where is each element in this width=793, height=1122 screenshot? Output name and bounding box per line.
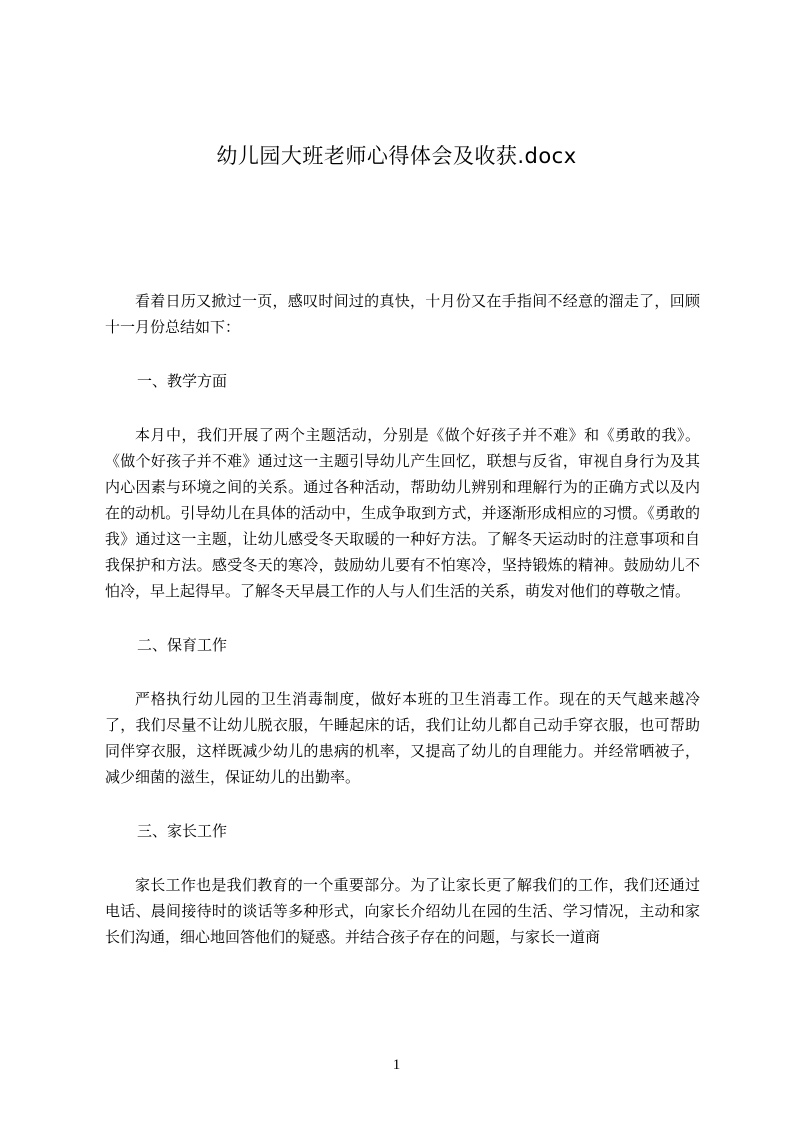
section-heading-parents: 三、家长工作 — [137, 822, 228, 840]
section-heading-care: 二、保育工作 — [137, 636, 228, 654]
section-body-teaching: 本月中，我们开展了两个主题活动，分别是《做个好孩子并不难》和《勇敢的我》。《做个好孩子并不难》通过这一主题引导幼儿产生回忆，联想与反省，审视自身行为及其内心因素与环境之间的关系。通过各种活动，帮助幼儿辨别和理解行为的正确方式以及内在的动机。引导幼儿在具体的活动中，生成争取到方式，并逐渐形成相应的习惯。《勇敢的我》通过这一主题，让幼儿感受冬天取暖的一种好方法。了解冬天运动时的注意事项和自我保护和方法。感受冬天的寒冷，鼓励幼儿要有不怕寒冷，坚持锻炼的精神。鼓励幼儿不怕冷，早上起得早。了解冬天早晨工作的人与人们生活的关系，萌发对他们的尊敬之情。 — [105, 426, 700, 600]
section-body-parents: 家长工作也是我们教育的一个重要部分。为了让家长更了解我们的工作，我们还通过电话、晨间接待时的谈话等多种形式，向家长介绍幼儿在园的生活、学习情况，主动和家长们沟通，细心地回答他们的疑惑。并结合孩子存在的问题，与家长一道商 — [105, 876, 700, 946]
section-heading-teaching: 一、教学方面 — [137, 372, 228, 390]
document-title: 幼儿园大班老师心得体会及收获.docx — [216, 144, 577, 168]
page-number: 1 — [392, 1057, 401, 1073]
document-body — [105, 288, 700, 950]
section-body-care: 严格执行幼儿园的卫生消毒制度，做好本班的卫生消毒工作。现在的天气越来越冷了，我们尽量不让幼儿脱衣服，午睡起床的话，我们让幼儿都自己动手穿衣服，也可帮助同伴穿衣服，这样既减少幼儿的患病的机率，又提高了幼儿的自理能力。并经常晒被子，减少细菌的滋生，保证幼儿的出勤率。 — [105, 690, 700, 786]
intro-paragraph: 看着日历又掀过一页，感叹时间过的真快，十月份又在手指间不经意的溜走了，回顾十一月份总结如下： — [105, 292, 700, 336]
